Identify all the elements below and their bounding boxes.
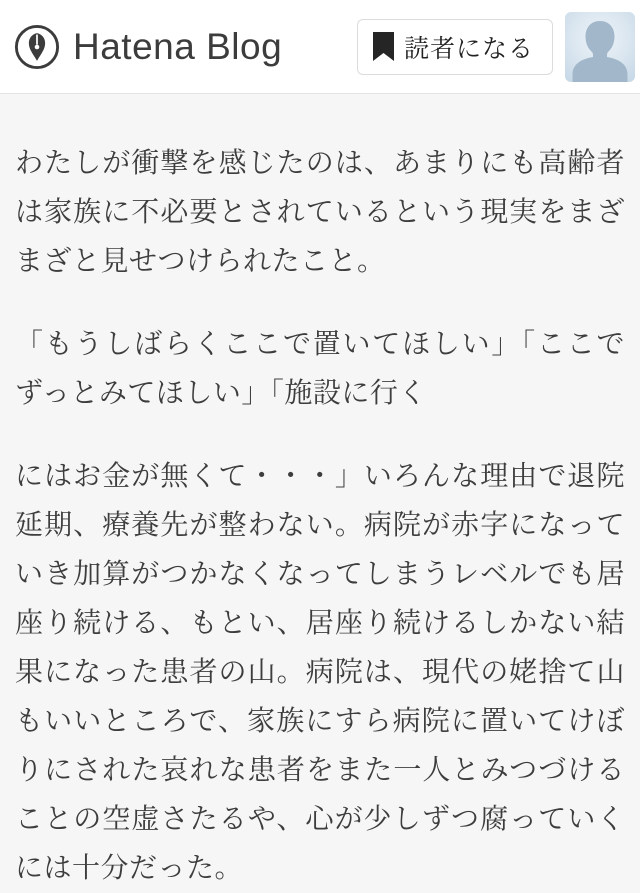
pen-nib-icon [14,24,60,70]
subscribe-button[interactable] [357,19,553,75]
article-paragraph: 「もうしばらくここで置いてほしい」「ここでずっとみてほしい」「施設に行く [15,328,625,408]
hatena-blog-logo[interactable] [14,24,282,70]
article-paragraph: わたしが衝撃を感じたのは、あまりにも高齢者は家族に不必要とされているという現実をまざまざと見せつけられたこと。 [15,147,625,276]
bookmark-icon [373,32,404,61]
article-body [0,94,640,892]
blog-header [0,0,640,94]
profile-avatar[interactable] [565,12,635,82]
person-silhouette-icon [565,12,635,82]
subscribe-button-label: 読者になる [403,34,534,63]
brand-name: Hatena Blog [73,25,283,67]
article-paragraph: にはお金が無くて・・・」いろんな理由で退院延期、療養先が整わない。病院が赤字になっていき加算がつかなくなってしまうレベルでも居座り続ける、もとい、居座り続けるしかない結果になった患者の山。病院は、現代の姥捨て山もいいところで、家族にすら病院に置いてけぼりにされた哀れな患者をまた一人とみつづけることの空虚さたるや、心が少しずつ腐っていくには十分だった。 [15,460,625,883]
